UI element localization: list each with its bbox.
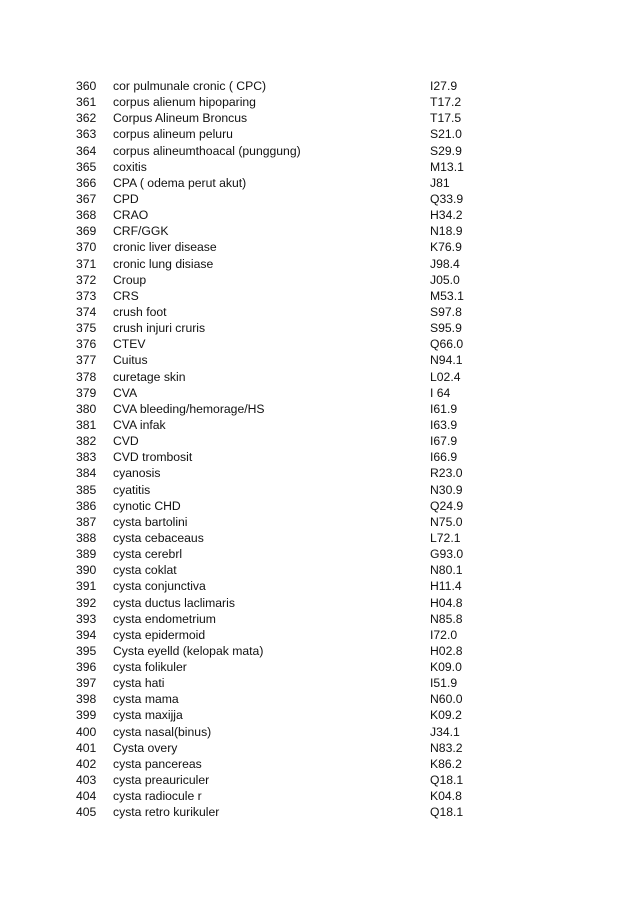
diagnosis-term: cysta conjunctiva — [113, 579, 206, 594]
row-number: 384 — [76, 466, 97, 481]
diagnosis-term: cysta radiocule r — [113, 789, 202, 804]
table-row — [76, 352, 516, 368]
table-row — [76, 578, 516, 594]
icd-code: J81 — [430, 175, 450, 190]
icd-code: H02.8 — [430, 643, 463, 658]
diagnosis-term: corpus alineum peluru — [113, 127, 233, 142]
table-row — [76, 336, 516, 352]
row-number: 389 — [76, 547, 97, 562]
icd-code: Q18.1 — [430, 773, 464, 788]
diagnosis-term: CVD trombosit — [113, 450, 193, 465]
row-number: 370 — [76, 240, 97, 255]
table-row — [76, 611, 516, 627]
icd-code: J34.1 — [430, 724, 460, 739]
table-row — [76, 385, 516, 401]
diagnosis-term: CVA infak — [113, 417, 166, 432]
table-row — [76, 110, 516, 126]
diagnosis-term: cysta epidermoid — [113, 627, 206, 642]
diagnosis-term: cysta folikuler — [113, 660, 187, 675]
row-number: 385 — [76, 482, 97, 497]
icd-code: S21.0 — [430, 127, 462, 142]
diagnosis-term: CRF/GGK — [113, 224, 169, 239]
table-row — [76, 369, 516, 385]
icd-code: T17.2 — [430, 95, 462, 110]
icd-code: K09.0 — [430, 660, 462, 675]
row-number: 400 — [76, 724, 97, 739]
row-number: 376 — [76, 337, 97, 352]
diagnosis-term: Cysta eyelld (kelopak mata) — [113, 643, 264, 658]
icd-code: S97.8 — [430, 304, 462, 319]
icd-code: N75.0 — [430, 514, 463, 529]
row-number: 374 — [76, 304, 97, 319]
diagnosis-term: cronic lung disiase — [113, 256, 214, 271]
icd-code: I63.9 — [430, 417, 458, 432]
table-row — [76, 94, 516, 110]
diagnosis-term: cysta hati — [113, 676, 165, 691]
diagnosis-term: curetage skin — [113, 369, 186, 384]
icd-code: K86.2 — [430, 756, 462, 771]
row-number: 390 — [76, 563, 97, 578]
icd-code: S29.9 — [430, 143, 462, 158]
row-number: 371 — [76, 256, 97, 271]
diagnosis-term: cynotic CHD — [113, 498, 181, 513]
icd-code: L72.1 — [430, 530, 461, 545]
table-row — [76, 691, 516, 707]
row-number: 393 — [76, 611, 97, 626]
diagnosis-term: CTEV — [113, 337, 146, 352]
diagnosis-term: Cuitus — [113, 353, 148, 368]
diagnosis-term: corpus alineumthoacal (punggung) — [113, 143, 301, 158]
row-number: 381 — [76, 417, 97, 432]
table-row — [76, 256, 516, 272]
diagnosis-term: corpus alienum hipoparing — [113, 95, 256, 110]
table-row — [76, 772, 516, 788]
row-number: 362 — [76, 111, 97, 126]
diagnosis-term: cysta cerebrl — [113, 547, 183, 562]
table-row — [76, 239, 516, 255]
row-number: 366 — [76, 175, 97, 190]
row-number: 401 — [76, 740, 97, 755]
row-number: 377 — [76, 353, 97, 368]
icd-code: Q33.9 — [430, 191, 464, 206]
diagnosis-term: cysta endometrium — [113, 611, 216, 626]
icd-code: G93.0 — [430, 547, 464, 562]
icd-code: N18.9 — [430, 224, 463, 239]
row-number: 365 — [76, 159, 97, 174]
icd-code: K76.9 — [430, 240, 462, 255]
row-number: 394 — [76, 627, 97, 642]
diagnosis-term: CVA bleeding/hemorage/HS — [113, 401, 265, 416]
table-row — [76, 320, 516, 336]
diagnosis-code-table — [76, 78, 516, 820]
diagnosis-term: CVD — [113, 434, 139, 449]
table-row — [76, 627, 516, 643]
diagnosis-term: crush foot — [113, 304, 167, 319]
diagnosis-term: cysta nasal(binus) — [113, 724, 212, 739]
row-number: 368 — [76, 208, 97, 223]
diagnosis-term: cysta mama — [113, 692, 179, 707]
row-number: 372 — [76, 272, 97, 287]
icd-code: N80.1 — [430, 563, 463, 578]
row-number: 383 — [76, 450, 97, 465]
row-number: 379 — [76, 385, 97, 400]
row-number: 388 — [76, 530, 97, 545]
icd-code: K09.2 — [430, 708, 462, 723]
table-row — [76, 498, 516, 514]
table-row — [76, 465, 516, 481]
row-number: 403 — [76, 773, 97, 788]
diagnosis-term: cysta pancereas — [113, 756, 202, 771]
icd-code: I61.9 — [430, 401, 458, 416]
row-number: 373 — [76, 288, 97, 303]
diagnosis-term: crush injuri cruris — [113, 321, 206, 336]
icd-code: Q24.9 — [430, 498, 464, 513]
table-row — [76, 659, 516, 675]
row-number: 399 — [76, 708, 97, 723]
table-row — [76, 707, 516, 723]
row-number: 392 — [76, 595, 97, 610]
icd-code: H04.8 — [430, 595, 463, 610]
row-number: 405 — [76, 805, 97, 820]
row-number: 395 — [76, 643, 97, 658]
table-row — [76, 272, 516, 288]
icd-code: I51.9 — [430, 676, 458, 691]
diagnosis-term: CRAO — [113, 208, 149, 223]
icd-code: H34.2 — [430, 208, 463, 223]
diagnosis-term: cysta ductus laclimaris — [113, 595, 235, 610]
table-row — [76, 546, 516, 562]
diagnosis-term: Cysta overy — [113, 740, 178, 755]
table-row — [76, 740, 516, 756]
row-number: 397 — [76, 676, 97, 691]
row-number: 402 — [76, 756, 97, 771]
icd-code: M53.1 — [430, 288, 464, 303]
row-number: 396 — [76, 660, 97, 675]
table-row — [76, 643, 516, 659]
row-number: 382 — [76, 434, 97, 449]
diagnosis-term: CRS — [113, 288, 139, 303]
table-row — [76, 207, 516, 223]
table-row — [76, 417, 516, 433]
diagnosis-term: Croup — [113, 272, 147, 287]
table-row — [76, 304, 516, 320]
table-row — [76, 78, 516, 94]
diagnosis-term: cysta bartolini — [113, 514, 188, 529]
icd-code: N83.2 — [430, 740, 463, 755]
icd-code: N94.1 — [430, 353, 463, 368]
table-row — [76, 175, 516, 191]
table-row — [76, 530, 516, 546]
diagnosis-term: cysta retro kurikuler — [113, 805, 220, 820]
icd-code: S95.9 — [430, 321, 462, 336]
table-row — [76, 159, 516, 175]
row-number: 367 — [76, 191, 97, 206]
icd-code: M13.1 — [430, 159, 464, 174]
icd-code: I27.9 — [430, 79, 458, 93]
table-row — [76, 756, 516, 772]
icd-code: N60.0 — [430, 692, 463, 707]
table-row — [76, 482, 516, 498]
table-row — [76, 401, 516, 417]
table-row — [76, 143, 516, 159]
icd-code: J05.0 — [430, 272, 460, 287]
table-row — [76, 288, 516, 304]
table-row — [76, 449, 516, 465]
diagnosis-term: cysta cebaceaus — [113, 530, 204, 545]
row-number: 391 — [76, 579, 97, 594]
icd-code: Q66.0 — [430, 337, 464, 352]
diagnosis-term: cysta maxijja — [113, 708, 183, 723]
row-number: 380 — [76, 401, 97, 416]
diagnosis-term: cysta coklat — [113, 563, 177, 578]
diagnosis-term: CPD — [113, 191, 139, 206]
icd-code: H11.4 — [430, 579, 462, 594]
icd-code: N30.9 — [430, 482, 463, 497]
row-number: 364 — [76, 143, 97, 158]
icd-code: I72.0 — [430, 627, 458, 642]
diagnosis-term: coxitis — [113, 159, 147, 174]
icd-code: I67.9 — [430, 434, 458, 449]
row-number: 375 — [76, 321, 97, 336]
row-number: 404 — [76, 789, 97, 804]
row-number: 369 — [76, 224, 97, 239]
row-number: 360 — [76, 79, 97, 93]
row-number: 378 — [76, 369, 97, 384]
row-number: 386 — [76, 498, 97, 513]
icd-code: N85.8 — [430, 611, 463, 626]
icd-code: T17.5 — [430, 111, 462, 126]
row-number: 398 — [76, 692, 97, 707]
table-row — [76, 126, 516, 142]
table-row — [76, 804, 516, 820]
diagnosis-term: cyanosis — [113, 466, 161, 481]
diagnosis-term: cronic liver disease — [113, 240, 217, 255]
diagnosis-term: CVA — [113, 385, 138, 400]
icd-code: Q18.1 — [430, 805, 464, 820]
icd-code: I 64 — [430, 385, 451, 400]
table-row — [76, 724, 516, 740]
diagnosis-term: cysta preauriculer — [113, 773, 210, 788]
diagnosis-term: Corpus Alineum Broncus — [113, 111, 248, 126]
table-row — [76, 675, 516, 691]
icd-code: K04.8 — [430, 789, 462, 804]
icd-code: J98.4 — [430, 256, 460, 271]
icd-code: R23.0 — [430, 466, 463, 481]
diagnosis-term: cor pulmunale cronic ( CPC) — [113, 79, 267, 93]
table-row — [76, 514, 516, 530]
table-row — [76, 788, 516, 804]
row-number: 363 — [76, 127, 97, 142]
diagnosis-term: CPA ( odema perut akut) — [113, 175, 247, 190]
icd-code: I66.9 — [430, 450, 458, 465]
diagnosis-term: cyatitis — [113, 482, 151, 497]
table-row — [76, 595, 516, 611]
table-row — [76, 562, 516, 578]
table-row — [76, 433, 516, 449]
row-number: 387 — [76, 514, 97, 529]
row-number: 361 — [76, 95, 97, 110]
icd-code: L02.4 — [430, 369, 461, 384]
table-row — [76, 191, 516, 207]
table-row — [76, 223, 516, 239]
